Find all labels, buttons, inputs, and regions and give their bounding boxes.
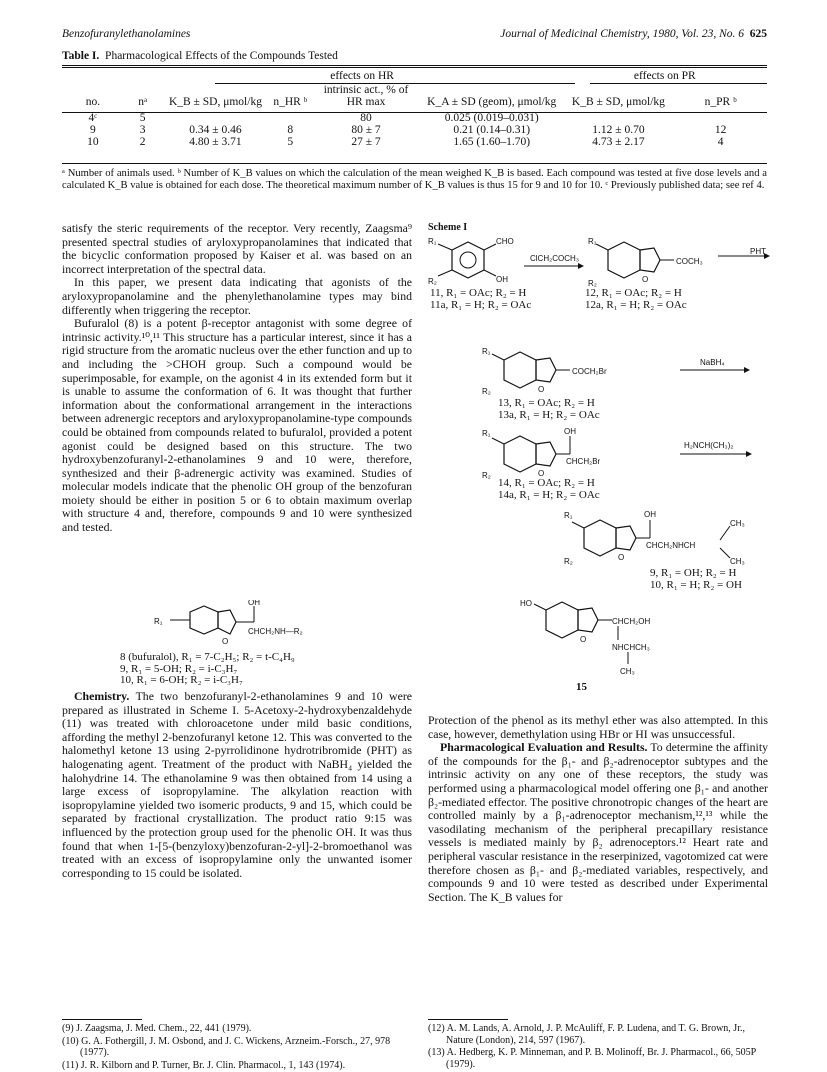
cell [674,112,767,124]
svg-text:CH₃: CH₃ [730,557,745,566]
paragraph: satisfy the steric requirements of the receptor. Very recently, Zaagsma⁹ presented spectral studies of aryloxypropanolamines that indicated that the bicyclic conformation proposed by Kaiser et al. was based on an incorrect interpretation of the spectral data. [62,221,412,276]
svg-text:R₁: R₁ [482,347,491,356]
col-header-intrinsic: intrinsic act., % of HR max [323,84,409,108]
paragraph: To determine the affinity of the compounds for the β₁- and β₂-adrenoceptor subtypes and the intrinsic activity on any one of these receptors, the study was performed using a pharmacological model offering one β₁- and another β₂-mediated effector. The positive chronotropic changes of the heart are controlled mainly by a β₁-adrenoceptor mechanism,¹²,¹³ while the vasodilating mechanism of the peripheral precapillary resistance vessels is mediated mainly by β₂ adrenoceptors.¹² Heart rate and peripheral vascular resistance in the reserpinized, vagotomized cat were therefore chosen as β₁- and β₂-mediated variables, respectively, and compounds 9 and 10 were tested as described under Experimental Section. The K_B values for [428,740,768,904]
svg-text:R₁: R₁ [154,617,163,626]
svg-text:O: O [538,469,545,478]
col-header-kb-pr: K_B ± SD, μmol/kg [571,96,665,108]
compound-label: 14a, R₁ = H; R₂ = OAc [498,488,600,501]
svg-text:CHCH₂NH—R₂: CHCH₂NH—R₂ [248,627,303,636]
cell: 4.73 ± 2.17 [592,136,645,148]
compound-11-legend [430,288,531,311]
reagent-isopropylamine: H₂NCH(CH₃)₂ [684,441,734,450]
svg-text:OH: OH [496,275,508,284]
svg-text:O: O [618,553,625,562]
pr-group-rule [590,83,767,84]
scheme-compound-15 [520,594,720,678]
svg-text:HO: HO [520,599,532,608]
cell: 4.80 ± 3.71 [189,136,242,148]
structure-legend-line: 10, R₁ = 6-OH; R₂ = i-C₃H₇ [120,674,243,686]
svg-text:O: O [580,635,587,644]
svg-text:NHCHCH₃: NHCHCH₃ [612,643,650,652]
cell [269,112,311,124]
structure-legend [120,652,410,687]
page-number: 625 [749,28,767,40]
compound-label: 14, R₁ = OAc; R₂ = H [498,477,595,489]
references-left [62,1023,412,1072]
table-bottom-rule [62,163,767,164]
reagent-chloroacetone: ClCH₂COCH₃ [530,254,580,263]
cell: 4ᶜ [88,112,98,124]
left-column-chemistry [62,690,412,880]
benzofuran-ethanolamine-structure [150,600,370,648]
scheme-compound-13 [480,346,760,398]
table-footnote: ᵃ Number of animals used. ᵇ Number of K_B values on which the calculation of the mean weighed K_B is based. Each compound was tested at five dose levels and a calculated K_B value is obtained for each dose. The theoretical maximum number of K_B values is thus 15 for 9 and 10 for 10. ᶜ Previously published data; see ref 4. [62,168,767,191]
paragraph: Bufuralol (8) is a potent β-receptor antagonist with some degree of intrinsic activity.¹⁰,¹¹ This structure has a particular interest, since it has a rigid structure from the aromatic nucleus over the ether function and up to and including the >CHOH group. Such a compound would be superimposable, for example, on the agonist 4 in its extended form but it is unable to assume the conformation of 6. It was thought that further information about the conformational arrangement in the interactions between adrenergic receptors and aryloxypropanolamine-type compounds could be obtained from compounds related to bufuralol, provided a potent agonist could be designed based on this structure. The two hydroxybenzofuranyl-2-ethanolamines 9 and 10 were, therefore, synthesized and their β-adrenergic activity was examined. Studies of molecular models indicate that the phenolic OH group of the benzofuran moiety should be either in position 5 or 6 to obtain maximum overlap with structure 4 and, therefore, compounds 9 and 10 were synthesized and tested. [62,316,412,535]
col-header-npr: n_PR ᵇ [704,96,737,108]
reagent-pht: PHT [750,247,766,256]
compound-label: 10, R₁ = H; R₂ = OH [650,578,742,591]
cell: 2 [139,136,146,148]
group-header-pr: effects on PR [633,70,696,82]
cell: 0.21 (0.14–0.31) [453,124,531,136]
scheme-compounds-9-10 [560,506,780,568]
svg-text:CHCH₂NHCH: CHCH₂NHCH [646,541,696,550]
compound-label: 11, R₁ = OAc; R₂ = H [430,287,527,299]
svg-text:R₁: R₁ [588,237,597,246]
compound-12-legend [585,288,687,311]
compound-13-legend [498,398,600,421]
paragraph: In this paper, we present data indicating that agonists of the aryloxypropanolamine and the phenylethanolamine types may bind differently when triggering the receptor. [62,275,412,317]
references-right [428,1023,768,1071]
cell [563,112,675,124]
svg-text:COCH₂Br: COCH₂Br [572,367,607,376]
cell: 4 [717,136,724,148]
svg-text:OH: OH [564,427,576,436]
svg-text:CH₃: CH₃ [620,667,635,676]
compound-label: 13a, R₁ = H; R₂ = OAc [498,408,600,421]
reference: (10) G. A. Fothergill, J. M. Osbond, and J. C. Wickens, Arzneim.-Forsch., 27, 978 (1977). [62,1035,391,1059]
cell: 12 [714,124,727,136]
svg-text:R₂: R₂ [588,279,597,288]
reference: (13) A. Hedberg, K. P. Minneman, and P. B. Molinoff, Br. J. Pharmacol., 66, 505P (1979). [428,1047,756,1070]
cell: 10 [87,136,99,148]
structure-legend-line: 8 (bufuralol), R₁ = 7-C₂H₅; R₂ = t-C₄H₉ [120,651,295,663]
cell: 0.34 ± 0.46 [189,124,242,136]
col-header-ka: K_A ± SD (geom), μmol/kg [427,96,557,108]
section-heading-chemistry: Chemistry. [74,689,130,703]
svg-text:O: O [538,385,545,394]
cell: 1.65 (1.60–1.70) [453,136,531,148]
svg-text:R₁: R₁ [482,429,491,438]
svg-text:R₂: R₂ [482,387,491,396]
footnote-rule-left [62,1019,142,1020]
col-header-kb-hr: K_B ± SD, μmol/kg [168,96,262,108]
svg-text:CHCH₂OH: CHCH₂OH [612,617,651,626]
table-row [62,136,767,148]
compound-15-label: 15 [576,681,587,693]
group-header-hr: effects on HR [330,70,394,82]
cell: 8 [287,124,294,136]
results-table [62,66,767,148]
running-header-left: Benzofuranylethanolamines [62,28,191,40]
reagent-nabh4: NaBH₄ [700,358,725,367]
svg-text:O: O [222,637,229,646]
cell: 80 [360,112,372,124]
section-heading-pharmacology: Pharmacological Evaluation and Results. [440,740,648,755]
cell: 5 [287,136,294,148]
compound-14-legend [498,478,600,501]
scheme-title: Scheme I [428,222,468,233]
compound-label: 13, R₁ = OAc; R₂ = H [498,397,595,409]
svg-text:O: O [642,275,649,284]
compound-label: 12a, R₁ = H; R₂ = OAc [585,298,687,311]
svg-text:OH: OH [248,600,260,607]
reference: (9) J. Zaagsma, J. Med. Chem., 22, 441 (1979). [62,1023,252,1034]
left-column-top [62,222,412,535]
col-header-no: no. [85,96,101,108]
compound-label: 9, R₁ = OH; R₂ = H [650,567,737,579]
compound-label: 11a, R₁ = H; R₂ = OAc [430,298,532,311]
svg-text:R₁: R₁ [564,511,573,520]
cell [162,112,270,124]
reference: (12) A. M. Lands, A. Arnold, J. P. McAuliff, F. P. Ludena, and T. G. Brown, Jr., Nature (London), 214, 597 (1967). [428,1023,745,1046]
cell: 1.12 ± 0.70 [592,124,645,136]
svg-text:CH₃: CH₃ [730,519,745,528]
svg-text:R₁: R₁ [428,237,437,246]
svg-text:R₂: R₂ [428,277,437,286]
structure-legend-line: 9, R₁ = 5-OH; R₂ = i-C₃H₇ [120,662,238,675]
reference: (11) J. R. Kilborn and P. Turner, Br. J. Clin. Pharmacol., 1, 143 (1974). [62,1059,346,1071]
table-title: Pharmacological Effects of the Compounds Tested [105,50,338,62]
hr-group-rule [215,83,575,84]
cell: 0.025 (0.019–0.031) [444,112,539,124]
svg-text:OH: OH [644,510,656,519]
svg-text:CHCH₂Br: CHCH₂Br [566,457,601,466]
cell: 27 ± 7 [351,136,381,148]
compound-9-10-legend [650,568,742,591]
table-row [62,124,767,136]
right-column-text [428,714,768,904]
table-caption [62,50,338,62]
scheme-compound-14 [480,424,760,482]
table-header-rule [62,112,767,113]
col-header-nhr: n_HR ᵇ [273,96,308,108]
cell: 9 [90,124,96,136]
paragraph: The two benzofuranyl-2-ethanolamines 9 and 10 were prepared as illustrated in Scheme I. 5-Acetoxy-2-hydroxybenzaldehyde (11) was treated with chloroacetone under mild basic conditions, affording the methyl 2-benzofuranyl ketone 12. This was converted to the halomethyl ketone 13 using 2-pyrrolidinone hydrotribromide (PHT) as halogenating agent. Treatment of the product with NaBH₄ yielded the halohydrine 14. The ethanolamine 9 was then obtained from 14 using a large excess of isopropylamine. The alkylation reaction with isopropylamine yielded two isomeric products, 9 and 15, which could be separated by fractional crystallization. The product ratio 9:15 was influenced by the protection group used for the phenolic OH. It was thus found that when 1-[5-(benzyloxy)benzofuran-2-yl]-2-bromoethanol was treated with an excess of isopropylamine only the unwanted isomer corresponding to 15 could be isolated. [62,689,412,880]
paragraph: Protection of the phenol as its methyl ether was also attempted. In this case, however, demethylation using HBr or HI was unsuccessful. [428,713,768,741]
svg-text:CHO: CHO [496,237,514,246]
svg-text:COCH₃: COCH₃ [676,257,703,266]
col-header-n: nᵃ [138,96,148,108]
table-label: Table I. [62,50,100,62]
cell: 80 ± 7 [351,124,381,136]
svg-text:R₂: R₂ [482,471,491,480]
svg-text:R₂: R₂ [564,557,573,566]
cell: 5 [139,112,146,124]
journal-citation: Journal of Medicinal Chemistry, 1980, Vol. 23, No. 6 [500,28,744,40]
footnote-rule-right [428,1019,508,1020]
cell: 3 [139,124,146,136]
running-header-right [500,28,767,40]
compound-label: 12, R₁ = OAc; R₂ = H [585,287,682,299]
table-row [62,112,767,124]
